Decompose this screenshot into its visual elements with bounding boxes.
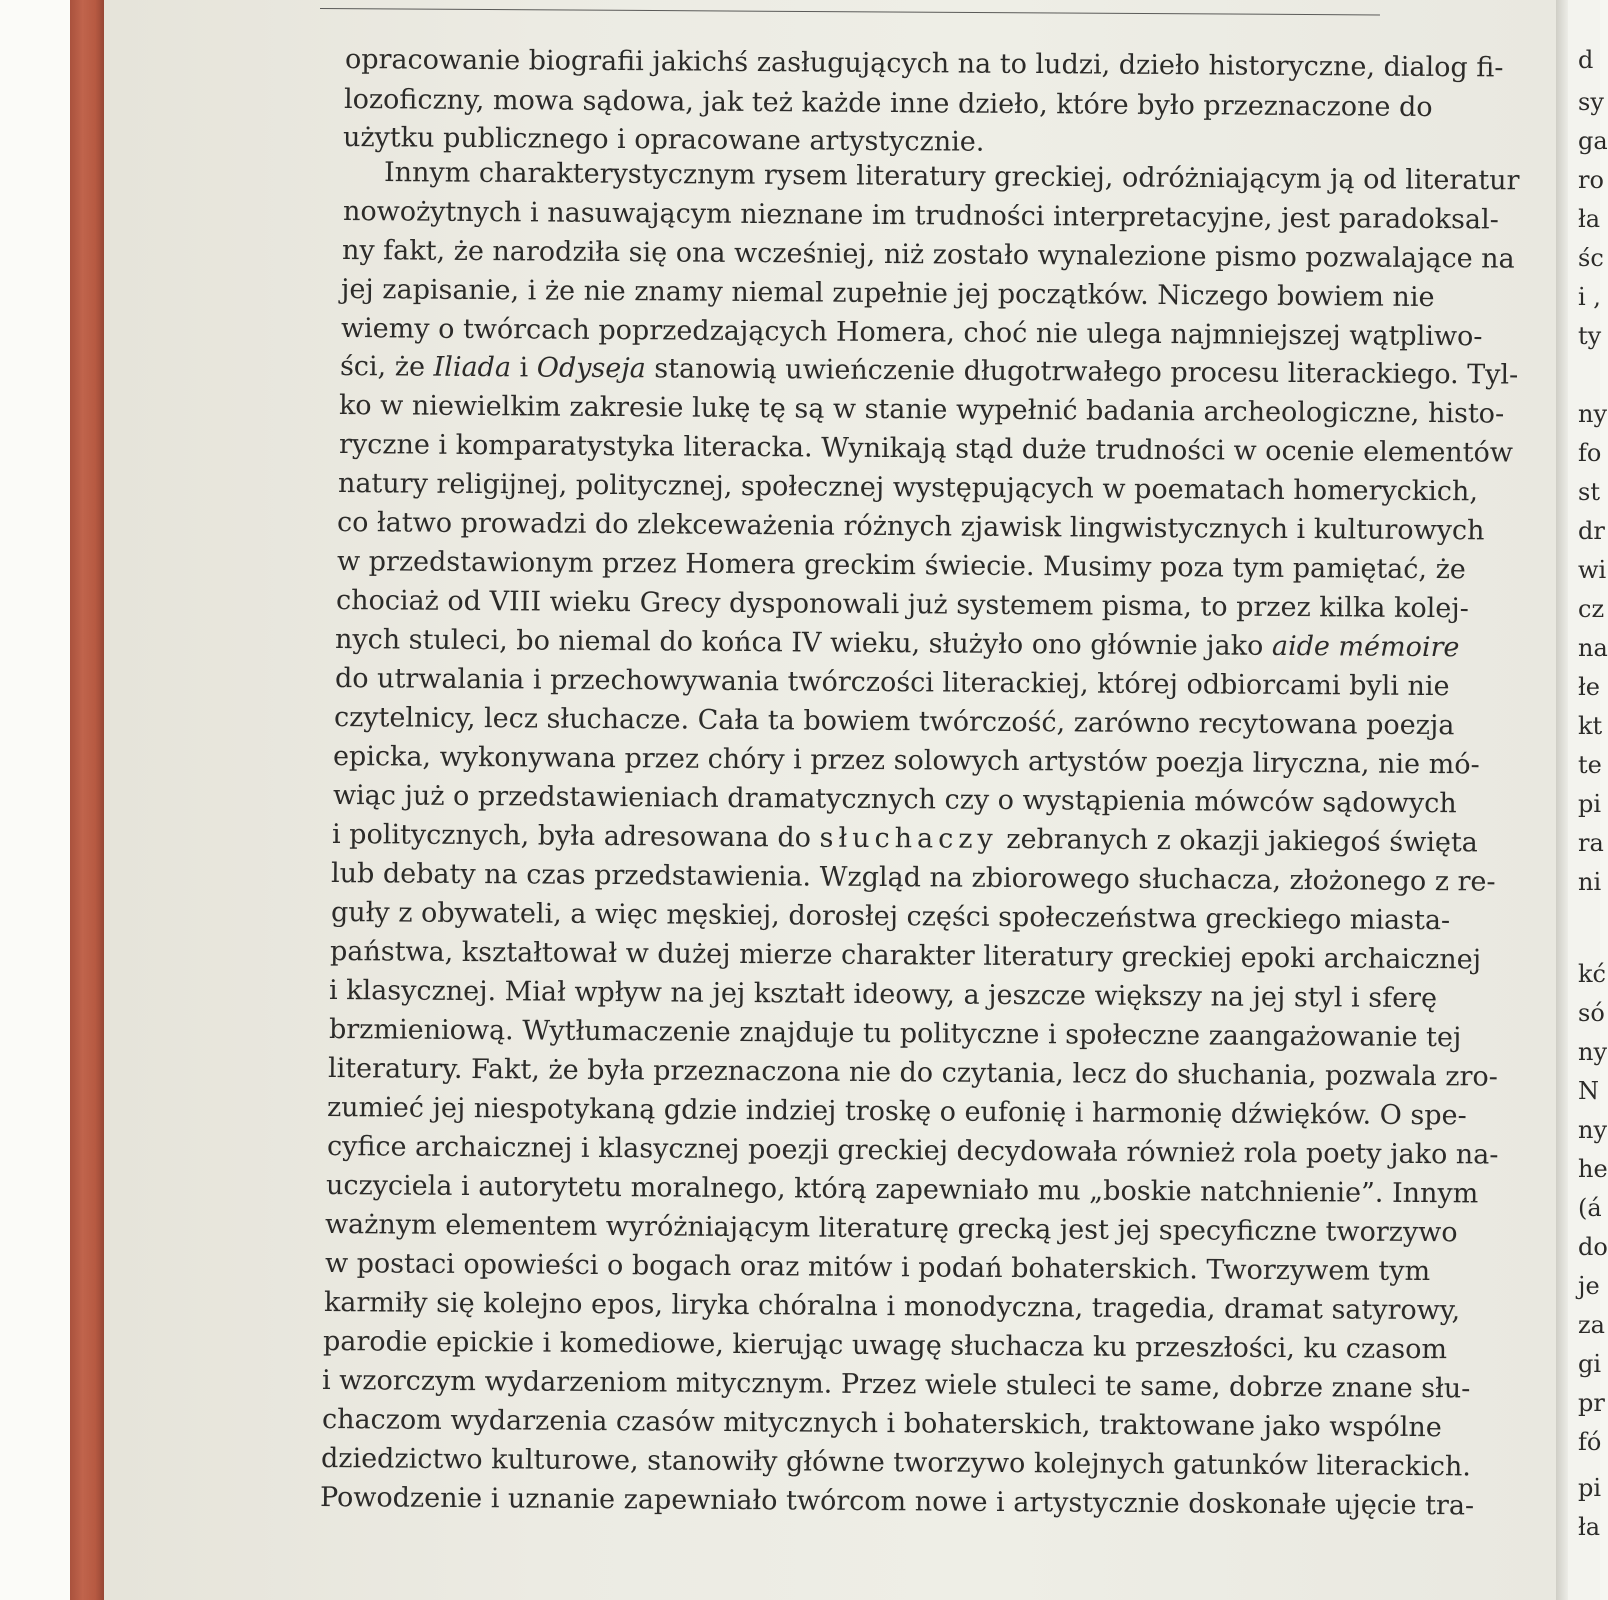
text-line: uczyciela i autorytetu moralnego, którą zapewniało mu „boskie natchnienie”. Innym [325,1170,1479,1210]
text-line [339,351,1519,391]
facing-fragment: i , [1578,283,1601,311]
facing-fragment: pr [1578,1389,1605,1417]
facing-fragment: te [1578,751,1602,779]
text-line [331,819,1478,859]
text-line: lub debaty na czas przedstawienia. Wzgląd na zbiorowego słuchacza, złożonego z re- [330,858,1496,898]
text-line: literatury. Fakt, że była przeznaczona nie do czytania, lecz do słuchania, pozwala zro- [327,1053,1498,1093]
text-segment: i [510,352,537,384]
text-line: zumieć jej niespotykaną gdzie indziej troskę o eufonię i harmonię dźwięków. O spe- [326,1092,1467,1132]
text-line: brzmieniową. Wytłumaczenie znajduje tu polityczne i społeczne zaangażowanie tej [328,1014,1462,1054]
facing-fragment: ny [1578,400,1608,428]
facing-fragment: só [1578,999,1605,1027]
text-line: wiemy o twórcach poprzedzających Homera, choć nie ulega najmniejszej wątpliwo- [340,313,1483,353]
text-line: jej zapisanie, i że nie znamy niemal zupełnie jej początków. Niczego bowiem nie [340,274,1435,314]
text-line: co łatwo prowadzi do zlekceważenia różnych zjawisk lingwistycznych i kulturowych [336,507,1485,547]
text-line: nowożytnych i nasuwającym nieznane im trudności interpretacyjne, jest paradoksal- [342,196,1499,236]
facing-fragment: kt [1578,712,1603,740]
text-line: ny fakt, że narodziła się ona wcześniej, niż zostało wynalezione pismo pozwalające na [341,235,1515,275]
text-line: czytelnicy, lecz słuchacze. Cała ta bowiem twórczość, zarówno recytowana poezja [333,702,1455,742]
text-line: ważnym elementem wyróżniającym literaturę grecką jest jej specyficzne tworzywo [324,1209,1458,1249]
facing-fragment: pi [1578,1474,1602,1502]
text-line: i wzorczym wydarzeniom mitycznym. Przez wiele stuleci te same, dobrze znane słu- [321,1365,1471,1405]
text-segment: ści, że [339,351,434,383]
facing-fragment: ła [1578,1513,1601,1541]
text-segment: nych stuleci, bo niemal do końca IV wieku, służyło ono głównie jako [334,624,1273,662]
text-line: dziedzictwo kulturowe, stanowiły główne tworzywo kolejnych gatunków literackich. [320,1443,1471,1483]
text-line: w przedstawionym przez Homera greckim świecie. Musimy poza tym pamiętać, że [336,546,1466,586]
facing-fragment: śc [1578,244,1604,272]
title-odyseja: Odyseja [536,352,646,385]
facing-fragment: wi [1578,556,1607,584]
facing-fragment: na [1578,634,1608,662]
facing-fragment: ła [1578,205,1601,233]
text-segment: stanowią uwieńczenie długotrwałego procesu literackiego. Tyl- [645,353,1519,391]
facing-fragment: kć [1578,960,1606,988]
text-line: parodie epickie i komediowe, kierując uwagę słuchacza ku przeszłości, ku czasom [322,1326,1448,1366]
facing-fragment: ra [1578,829,1604,857]
text-line: w postaci opowieści o bogach oraz mitów i podań bohaterskich. Tworzywem tym [324,1248,1431,1288]
text-line: guły z obywateli, a więc męskiej, dorosłej części społeczeństwa greckiego miasta- [330,897,1451,937]
text-segment: zebranych z okazji jakiegoś święta [997,823,1478,859]
text-line: natury religijnej, politycznej, społecznej występujących w poematach homeryckich, [337,468,1479,508]
text-line: ryczne i komparatystyka literacka. Wynikają stąd duże trudności w ocenie elementów [338,429,1514,469]
facing-fragment: ny [1578,1116,1608,1144]
facing-fragment: je [1578,1272,1600,1300]
facing-fragment: N [1578,1077,1599,1105]
text-line: opracowanie biografii jakichś zasługujących na to ludzi, dzieło historyczne, dialog fi- [344,44,1504,84]
facing-fragment: fó [1578,1428,1602,1456]
text-line: wiąc już o przedstawieniach dramatycznych czy o wystąpienia mówców sądowych [332,780,1457,820]
facing-fragment: (á [1578,1194,1602,1222]
text-line [334,624,1460,664]
facing-fragment: sy [1578,88,1604,116]
facing-fragment: gi [1578,1350,1602,1378]
facing-fragment: ni [1578,868,1602,896]
facing-fragment: ga [1578,127,1608,155]
text-line: karmiły się kolejno epos, liryka chóralna i monodyczna, tragedia, dramat satyrowy, [323,1287,1461,1327]
text-line: lozoficzny, mowa sądowa, jak też każde inne dzieło, które było przeznaczone do [343,84,1433,123]
text-line: ko w niewielkim zakresie lukę tę są w stanie wypełnić badania archeologiczne, histo- [338,390,1505,430]
title-iliada: Iliada [433,351,512,384]
word-sluchaczy-spaced: słuchaczy [819,822,998,855]
text-line: chociaż od VIII wieku Grecy dysponowali już systemem pisma, to przez kilka kolej- [335,585,1469,625]
text-segment: i politycznych, była adresowana do [331,819,820,854]
phrase-aide-memoire: aide mémoire [1271,630,1460,664]
facing-fragment: za [1578,1311,1605,1339]
text-line: i klasycznej. Miał wpływ na jej kształt ideowy, a jeszcze większy na jej styl i sferę [328,975,1438,1015]
facing-fragment: do [1578,1233,1608,1261]
facing-fragment: ny [1578,1038,1608,1066]
text-line: Powodzenie i uznanie zapewniało twórcom nowe i artystycznie doskonałe ujęcie tra- [319,1482,1475,1522]
text-line: do utrwalania i przechowywania twórczości literackiej, której odbiorcami byli nie [334,663,1450,703]
text-line: chaczom wydarzenia czasów mitycznych i bohaterskich, traktowane jako wspólne [321,1404,1442,1444]
facing-fragment: ty [1578,322,1602,350]
facing-fragment: ro [1578,166,1604,194]
facing-fragment: pi [1578,790,1602,818]
facing-fragment: d [1578,46,1594,74]
text-line: państwa, kształtował w dużej mierze charakter literatury greckiej epoki archaicznej [329,936,1482,976]
facing-fragment: łe [1578,673,1600,701]
text-line: epicka, wykonywana przez chóry i przez solowych artystów poezja liryczna, nie mó- [332,741,1480,781]
facing-fragment: cz [1578,595,1605,623]
facing-fragment: fo [1578,439,1602,467]
facing-fragment: dr [1578,517,1605,545]
text-line [319,1521,1353,1529]
text-line: cyfice archaicznej i klasycznej poezji greckiej decydowała również rola poety jako na- [326,1131,1499,1171]
facing-fragment: st [1578,478,1600,506]
text-line: Innym charakterystycznym rysem literatury greckiej, odróżniającym ją od literatur [383,157,1520,197]
facing-fragment: he [1578,1155,1608,1183]
text-line: użytku publicznego i opracowane artystycznie. [342,122,985,158]
